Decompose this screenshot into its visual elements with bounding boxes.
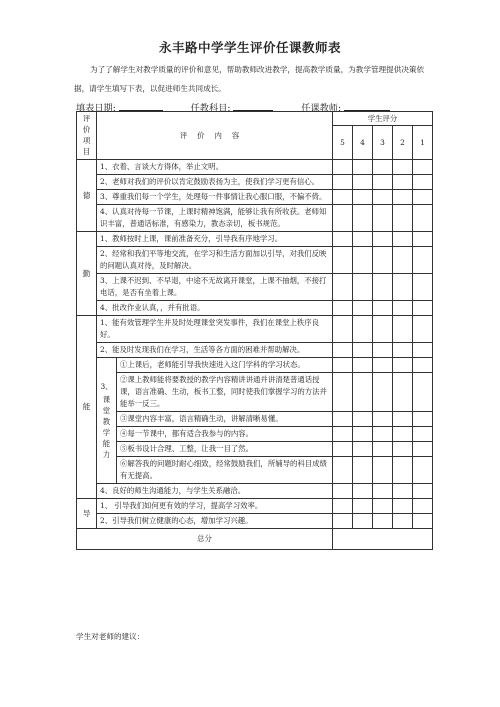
score-cell[interactable] (333, 442, 353, 457)
table-row (77, 301, 433, 316)
score-cell[interactable] (393, 358, 413, 373)
total-score-cell[interactable] (333, 529, 433, 550)
date-label: 填表日期: (76, 103, 116, 114)
score-cell[interactable] (413, 358, 433, 373)
score-cell[interactable] (373, 190, 393, 205)
content-header: 评价内容 (97, 112, 333, 160)
item-de-4: 4、认真对待每一节课，上课时精神饱满，能够让我有所收获。老师知识丰富，普通话标准，有感染力，教态亲切，板书规范。 (97, 205, 333, 232)
subitem-neng-1: ①上课后，老师能引导我快速进入这门学科的学习状态。 (117, 358, 333, 373)
score-cell[interactable] (413, 190, 433, 205)
item-qin-3: 3、上课不迟到、不早退，中途不无故离开课堂，上课不抽烟，不接打电话，是否有坐着上课。 (97, 274, 333, 301)
subject-field[interactable] (233, 102, 273, 111)
score-cell[interactable] (373, 373, 393, 412)
suggestion-label: 学生对老师的建议： (76, 632, 145, 641)
score-cell[interactable] (373, 514, 393, 529)
score-cell[interactable] (353, 499, 373, 514)
score-cell[interactable] (413, 373, 433, 412)
score-cell[interactable] (413, 274, 433, 301)
score-cell[interactable] (373, 442, 393, 457)
table-row (77, 499, 433, 514)
score-cell[interactable] (393, 160, 413, 175)
score-cell[interactable] (373, 358, 393, 373)
table-row (77, 343, 433, 358)
evaluation-table (76, 111, 433, 550)
subitem-neng-6: ⑥解答我的问题时耐心细致，经常鼓励我们，所辅导的科目成绩有无提高。 (117, 457, 333, 484)
score-cell[interactable] (413, 412, 433, 427)
score-cell[interactable] (413, 514, 433, 529)
item-qin-2: 2、经常和我们平等地交流，在学习和生活方面加以引导，对我们反映的问题认真对待，及时解决。 (97, 247, 333, 274)
item-neng-4: 4、良好的师生沟通能力，与学生关系融洽。 (97, 484, 333, 499)
score-3: 3 (373, 126, 393, 160)
score-cell[interactable] (393, 343, 413, 358)
score-cell[interactable] (393, 514, 413, 529)
score-cell[interactable] (333, 343, 353, 358)
score-cell[interactable] (353, 442, 373, 457)
table-row (77, 484, 433, 499)
table-row (77, 175, 433, 190)
score-cell[interactable] (333, 316, 353, 343)
score-cell[interactable] (353, 274, 373, 301)
score-cell[interactable] (373, 205, 393, 232)
score-cell[interactable] (333, 247, 353, 274)
score-cell[interactable] (393, 232, 413, 247)
category-de: 德 (77, 160, 97, 232)
table-row (77, 427, 433, 442)
score-cell[interactable] (373, 412, 393, 427)
score-5: 5 (333, 126, 353, 160)
score-cell[interactable] (413, 499, 433, 514)
score-cell[interactable] (333, 160, 353, 175)
subitem-neng-2: ②课上教师能将要教授的教学内容精讲讲通并讲清楚普通话授课，语言准确、生动，板书工整，同时使我们掌握学习的方法并能举一反三。 (117, 373, 333, 412)
table-row (77, 373, 433, 412)
item-dao-1: 1、 引导我们如何更有效的学习，提高学习效率。 (97, 499, 333, 514)
table-row (77, 247, 433, 274)
score-cell[interactable] (353, 301, 373, 316)
page-title: 永丰路中学学生评价任课教师表 (158, 40, 341, 55)
item-qin-1: 1、教师按时上课，课前准备充分，引导我有序地学习。 (97, 232, 333, 247)
score-cell[interactable] (393, 373, 413, 412)
score-2: 2 (393, 126, 413, 160)
score-cell[interactable] (393, 442, 413, 457)
table-row (77, 514, 433, 529)
score-cell[interactable] (353, 427, 373, 442)
score-cell[interactable] (413, 316, 433, 343)
score-cell[interactable] (393, 412, 413, 427)
score-4: 4 (353, 126, 373, 160)
score-cell[interactable] (353, 412, 373, 427)
score-cell[interactable] (333, 190, 353, 205)
table-row (77, 442, 433, 457)
teacher-label: 任课教师: (301, 103, 342, 114)
item-dao-2: 2、引导我们树立健康的心态，增加学习兴趣。 (97, 514, 333, 529)
score-cell[interactable] (413, 175, 433, 190)
subject-label: 任教科目: (190, 103, 231, 114)
score-cell[interactable] (333, 373, 353, 412)
subitem-neng-3: ③课堂内容丰富，语言精确生动，讲解清晰易懂。 (117, 412, 333, 427)
score-cell[interactable] (353, 343, 373, 358)
table-row (77, 358, 433, 373)
score-cell[interactable] (353, 457, 373, 484)
header-row (77, 112, 433, 126)
score-cell[interactable] (333, 457, 353, 484)
table-row (77, 316, 433, 343)
category-neng: 能 (77, 316, 97, 499)
score-cell[interactable] (353, 484, 373, 499)
score-cell[interactable] (373, 301, 393, 316)
item-de-2: 2、老师对我们的评价以肯定鼓励表扬为主，使我们学习更有信心。 (97, 175, 333, 190)
score-cell[interactable] (353, 247, 373, 274)
intro-paragraph: 为了了解学生对教学质量的评价和意见，帮助教师改进教学，提高教学质量，为教学管理提供决策依据，请学生填写下表，以促进师生共同成长。 (74, 65, 425, 93)
score-1: 1 (413, 126, 433, 160)
table-row (77, 190, 433, 205)
score-cell[interactable] (353, 316, 373, 343)
category-header: 评价项目 (77, 112, 97, 160)
score-cell[interactable] (413, 205, 433, 232)
score-cell[interactable] (373, 232, 393, 247)
score-cell[interactable] (373, 427, 393, 442)
score-cell[interactable] (413, 232, 433, 247)
item-de-1: 1、衣着、言谈大方得体，举止文明。 (97, 160, 333, 175)
score-cell[interactable] (333, 499, 353, 514)
score-cell[interactable] (413, 427, 433, 442)
score-cell[interactable] (393, 205, 413, 232)
table-row (77, 205, 433, 232)
score-cell[interactable] (333, 514, 353, 529)
score-cell[interactable] (413, 247, 433, 274)
score-cell[interactable] (393, 316, 413, 343)
table-row (77, 160, 433, 175)
item-neng-2: 2、能及时发现我们在学习，生活等各方面的困难并帮助解决。 (97, 343, 333, 358)
score-cell[interactable] (413, 457, 433, 484)
score-cell[interactable] (413, 442, 433, 457)
teacher-field[interactable] (344, 102, 390, 111)
score-cell[interactable] (353, 205, 373, 232)
score-cell[interactable] (373, 316, 393, 343)
score-cell[interactable] (353, 160, 373, 175)
score-cell[interactable] (373, 343, 393, 358)
category-qin: 勤 (77, 232, 97, 316)
total-row (77, 529, 433, 550)
score-cell[interactable] (373, 247, 393, 274)
score-cell[interactable] (373, 484, 393, 499)
score-cell[interactable] (393, 274, 413, 301)
score-cell[interactable] (393, 427, 413, 442)
score-cell[interactable] (333, 484, 353, 499)
score-cell[interactable] (333, 301, 353, 316)
score-cell[interactable] (393, 499, 413, 514)
score-cell[interactable] (413, 484, 433, 499)
score-cell[interactable] (353, 232, 373, 247)
score-cell[interactable] (373, 175, 393, 190)
subitem-neng-5: ⑤板书设计合理、工整，让我一目了然。 (117, 442, 333, 457)
date-field[interactable] (119, 102, 163, 111)
item-qin-4: 4、批改作业认真，，并有批语。 (97, 301, 333, 316)
score-cell[interactable] (353, 190, 373, 205)
score-cell[interactable] (353, 175, 373, 190)
score-header: 学生评分 (333, 112, 433, 126)
score-cell[interactable] (333, 175, 353, 190)
score-cell[interactable] (333, 232, 353, 247)
score-cell[interactable] (333, 427, 353, 442)
score-cell[interactable] (353, 514, 373, 529)
category-dao: 导 (77, 499, 97, 529)
table-row (77, 274, 433, 301)
score-cell[interactable] (413, 343, 433, 358)
score-cell[interactable] (373, 274, 393, 301)
score-cell[interactable] (333, 274, 353, 301)
score-cell[interactable] (393, 190, 413, 205)
score-cell[interactable] (393, 175, 413, 190)
table-row (77, 412, 433, 427)
score-cell[interactable] (353, 358, 373, 373)
item-neng-1: 1、能有效管理学生并及时处理课堂突发事件，我们在课堂上秩序良好。 (97, 316, 333, 343)
score-cell[interactable] (393, 301, 413, 316)
score-cell[interactable] (413, 301, 433, 316)
subcategory-classroom-teaching: 3、 课堂教学能力 (97, 358, 117, 484)
score-cell[interactable] (373, 160, 393, 175)
score-cell[interactable] (333, 358, 353, 373)
score-cell[interactable] (333, 412, 353, 427)
score-cell[interactable] (333, 205, 353, 232)
subitem-neng-4: ④每一节课中，都有适合我参与的内容。 (117, 427, 333, 442)
total-label: 总分 (77, 529, 333, 550)
score-cell[interactable] (353, 373, 373, 412)
score-cell[interactable] (373, 499, 393, 514)
table-row (77, 457, 433, 484)
item-de-3: 3、尊重我们每一个学生，处理每一件事情让我心服口服，不偏不倚。 (97, 190, 333, 205)
table-row (77, 232, 433, 247)
score-cell[interactable] (413, 160, 433, 175)
score-cell[interactable] (393, 484, 413, 499)
score-cell[interactable] (393, 247, 413, 274)
score-cell[interactable] (393, 457, 413, 484)
score-cell[interactable] (373, 457, 393, 484)
